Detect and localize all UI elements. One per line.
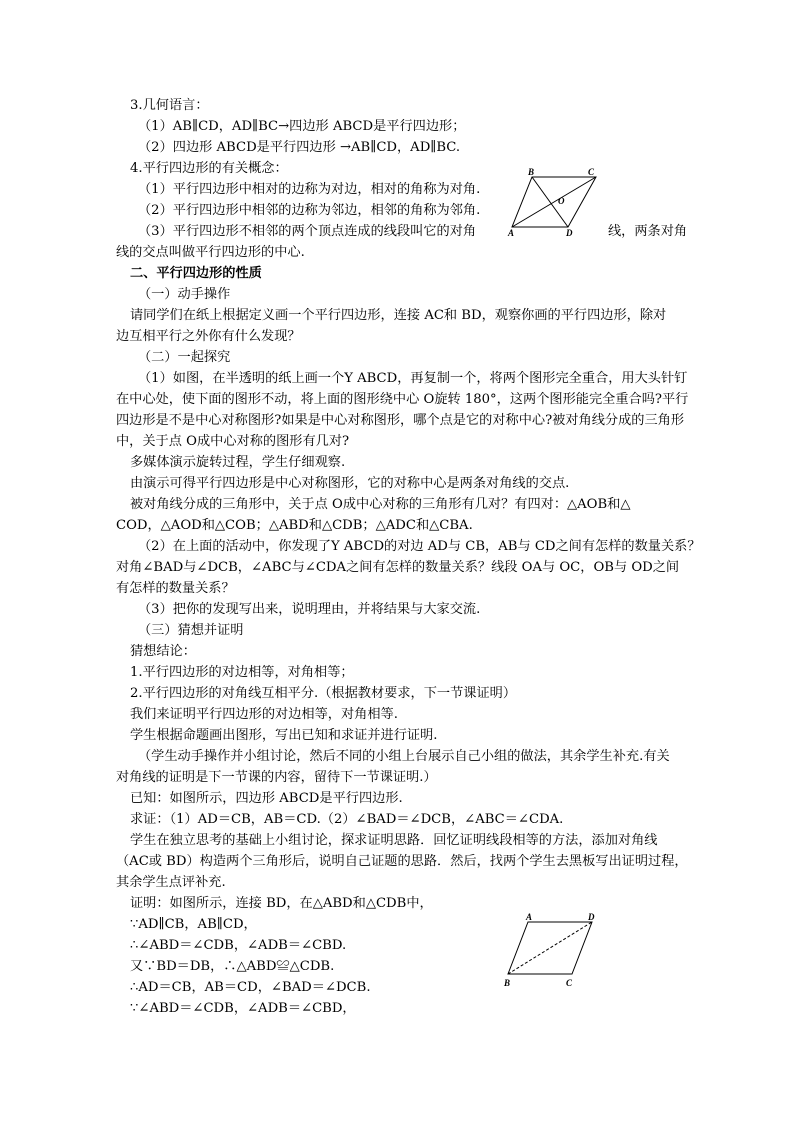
text-line: （1）AB∥CD，AD∥BC→四边形 ABCD是平行四边形； — [138, 119, 466, 134]
text-line: 其余学生点评补充. — [116, 875, 226, 890]
text-line: 多媒体演示旋转过程，学生仔细观察. — [130, 455, 346, 470]
text-line: （AC或 BD）构造两个三角形后，说明自己证题的思路．然后，找两个学生去黑板写出证明过程， — [116, 854, 688, 869]
text-line: 被对角线分成的三角形中，关于点 O成中心对称的三角形有几对？有四对：△AOB和△ — [130, 497, 631, 512]
parallelogram-figure-with-diagonal-bd — [500, 912, 606, 992]
text-line: 求证：（1）AD＝CB，AB＝CD.（2）∠BAD＝∠DCB，∠ABC＝∠CDA. — [130, 812, 564, 827]
text-line: （2）平行四边形中相邻的边称为邻边，相邻的角称为邻角. — [138, 203, 481, 218]
text-line: ∵∠ABD＝∠CDB，∠ADB＝∠CBD， — [130, 1001, 356, 1016]
text-line: ∴AD＝CB，AB＝CD，∠BAD＝∠DCB. — [130, 980, 371, 995]
text-line: 请同学们在纸上根据定义画一个平行四边形，连接 AC和 BD，观察你画的平行四边形，除对 — [130, 308, 667, 323]
text-line: 又∵BD＝DB，∴△ABD≌△CDB. — [130, 959, 335, 974]
text-line: （学生动手操作并小组讨论，然后不同的小组上台展示自己小组的做法，其余学生补充.有关 — [138, 749, 670, 764]
text-line: 有怎样的数量关系？ — [116, 581, 235, 596]
vertex-label-c: C — [588, 167, 595, 177]
text-line: （2）在上面的活动中，你发现了Y ABCD的对边 AD与 CB，AB与 CD之间有怎样的数量关系？ — [138, 539, 701, 554]
text-line: 学生在独立思考的基础上小组讨论，探求证明思路．回忆证明线段相等的方法，添加对角线 — [130, 833, 658, 848]
text-line: 对角线的证明是下一节课的内容，留待下一节课证明.） — [116, 770, 437, 785]
text-line: 边互相平行之外你有什么发现？ — [116, 329, 301, 344]
text-line: ∵AD∥CB，AB∥CD， — [130, 917, 257, 932]
text-line: 学生根据命题画出图形，写出已知和求证并进行证明. — [130, 728, 438, 743]
text-line: （3）把你的发现写出来，说明理由，并将结果与大家交流. — [138, 602, 481, 617]
vertex-label-d: D — [566, 228, 573, 238]
text-line: （二）一起探究 — [138, 350, 231, 365]
text-line: （1）平行四边形中相对的边称为对边，相对的角称为对角. — [138, 182, 481, 197]
section-heading: 二、平行四边形的性质 — [130, 266, 262, 281]
text-line: 猜想结论： — [130, 644, 196, 659]
text-line: 四边形是不是中心对称图形?如果是中心对称图形，哪个点是它的对称中心?被对角线分成的三角形 — [116, 413, 685, 428]
text-line: （3）平行四边形不相邻的两个顶点连成的线段叫它的对角 — [138, 224, 477, 239]
text-line: 由演示可得平行四边形是中心对称图形，它的对称中心是两条对角线的交点. — [130, 476, 570, 491]
vertex-label-b: B — [528, 167, 535, 177]
text-line: 对角∠BAD与∠DCB，∠ABC与∠CDA之间有怎样的数量关系？线段 OA与 OC，OB与 OD之间 — [116, 560, 680, 575]
vertex-label-b: B — [504, 978, 511, 988]
text-line: 证明：如图所示，连接 BD，在△ABD和△CDB中， — [130, 896, 433, 911]
text-line: （一）动手操作 — [138, 287, 231, 302]
vertex-label-a: A — [526, 912, 533, 922]
text-line: ∴∠ABD＝∠CDB，∠ADB＝∠CBD. — [130, 938, 347, 953]
text-line: 已知：如图所示，四边形 ABCD是平行四边形. — [130, 791, 403, 806]
text-line: （三）猜想并证明 — [138, 623, 244, 638]
text-line: （2）四边形 ABCD是平行四边形 →AB∥CD，AD∥BC. — [138, 140, 461, 155]
parallelogram-figure-with-diagonals — [504, 166, 608, 242]
text-line: 中，关于点 O成中心对称的图形有几对? — [116, 434, 350, 449]
text-line: 我们来证明平行四边形的对边相等，对角相等. — [130, 707, 398, 722]
text-line: 4.平行四边形的有关概念： — [130, 161, 288, 176]
text-line: 3.几何语言： — [130, 98, 209, 113]
text-line: COD，△AOD和△COB；△ABD和△CDB；△ADC和△CBA. — [116, 518, 473, 533]
text-line: 在中心处，使下面的图形不动，将上面的图形绕中心 O旋转 180°，这两个图形能完全重合吗?平行 — [116, 392, 689, 407]
vertex-label-a: A — [508, 228, 515, 238]
center-label-o: O — [558, 196, 565, 206]
text-line: 线的交点叫做平行四边形的中心. — [116, 245, 305, 260]
text-line: 1.平行四边形的对边相等，对角相等； — [130, 665, 354, 680]
text-line: 线，两条对角 — [608, 224, 688, 239]
vertex-label-c: C — [566, 978, 573, 988]
text-line: （1）如图，在半透明的纸上画一个Y ABCD，再复制一个，将两个图形完全重合，用大头针钉 — [138, 371, 688, 386]
text-line: 2.平行四边形的对角线互相平分.（根据教材要求，下一节课证明） — [130, 686, 517, 701]
vertex-label-d: D — [588, 912, 595, 922]
